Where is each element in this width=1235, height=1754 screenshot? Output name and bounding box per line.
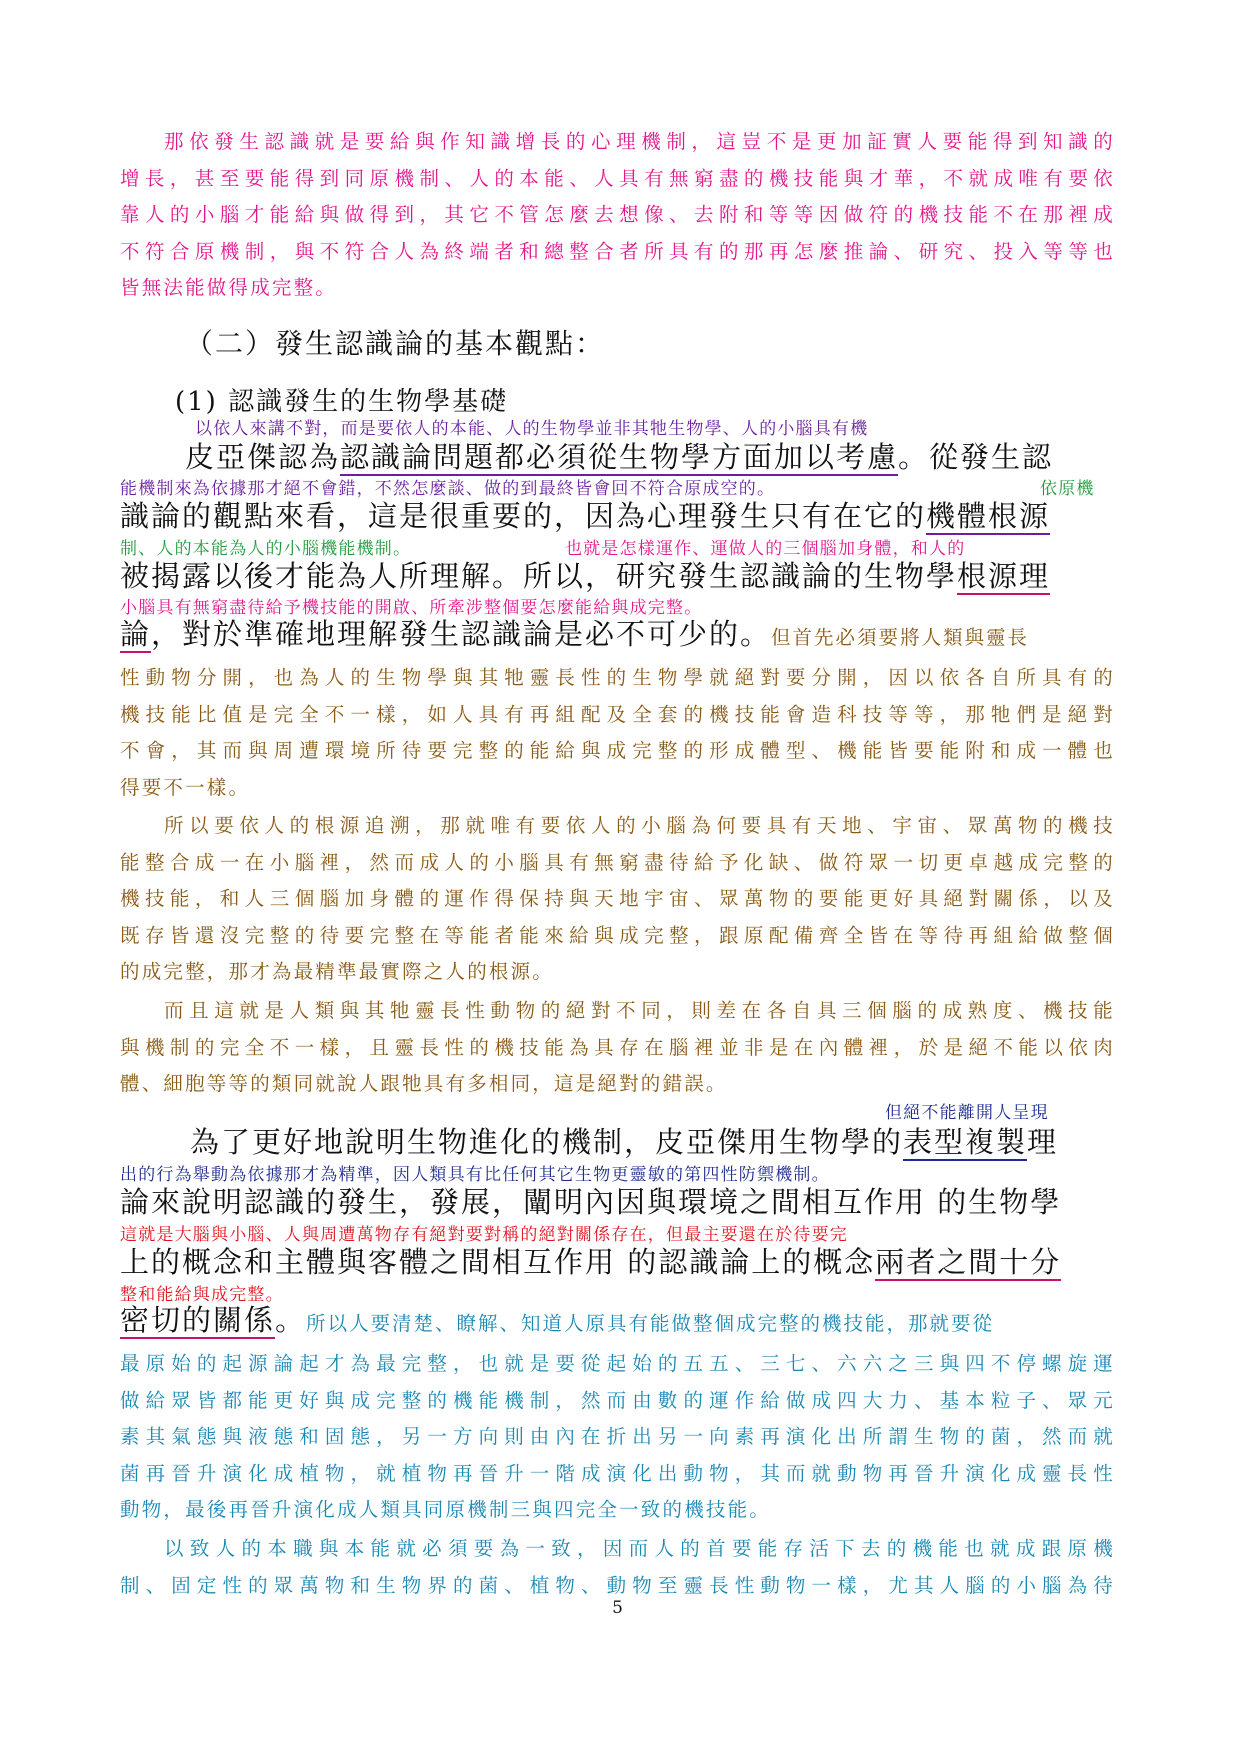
text-run: 皮亞傑認為 <box>185 440 341 474</box>
annotation-note: 但絕不能離開人呈現 <box>885 1103 1049 1123</box>
underlined-phrase: 兩者之間十分 <box>875 1245 1062 1279</box>
text-line: 的成完整，那才為最精準最實際之人的根源。 <box>120 960 555 983</box>
text-run: 理 <box>1027 1125 1059 1159</box>
text-line: 菌再晉升演化成植物，就植物再晉升一階成演化出動物，其而就動物再晉升演化成靈長性 <box>120 1461 1115 1485</box>
text-line: 不會，其而與周遭環境所待要完整的能給與成完整的形成體型、機能皆要能附和成一體也 <box>120 739 1115 762</box>
text-line: 靠人的小腦才能給與做得到，其它不管怎麼去想像、去附和等等因做符的機技能不在那裡成 <box>120 203 1115 226</box>
underlined-phrase: 根源理 <box>957 559 1051 593</box>
body-line-large <box>120 1298 994 1339</box>
subsection-heading: (1) 認識發生的生物學基礎 <box>175 387 509 417</box>
annotation-note: 以依人來講不對，而是要依人的本能、人的生物學並非其牠生物學、人的小腦具有機 <box>195 419 869 439</box>
body-line-large <box>120 1240 1061 1281</box>
text-line: 既存皆還沒完整的待要完整在等能者能來給與成完整，跟原配備齊全皆在等待再組給做整個 <box>120 923 1115 947</box>
text-run: 。從發生認 <box>898 440 1054 474</box>
paragraph <box>120 808 1115 991</box>
text-run: 。 <box>275 1303 307 1337</box>
text-run: 所以人要清楚、瞭解、知道人原具有能做整個成完整的機技能，那就要從 <box>306 1312 995 1335</box>
page-number: 5 <box>612 1598 623 1618</box>
section-heading: （二）發生認識論的基本觀點： <box>185 327 606 360</box>
body-line-large <box>120 612 1029 653</box>
paragraph <box>120 1346 1115 1529</box>
body-line-large: 論來說明認識的發生，發展，闡明內因與環境之間相互作用 的生物學 <box>120 1185 1062 1219</box>
text-line: 做給眾皆都能更好與成完整的機能機制，然而由數的運作給做成四大力、基本粒子、眾元 <box>120 1388 1115 1412</box>
underlined-phrase: 論 <box>120 617 152 651</box>
annotation-note: 也就是怎樣運作、運做人的三個腦加身體，和人的 <box>565 539 966 559</box>
underlined-phrase: 密切的關係 <box>120 1303 276 1337</box>
text-line: 不符合原機制，與不符合人為終端者和總整合者所具有的那再怎麼推論、研究、投入等等也 <box>120 239 1115 263</box>
text-line: 機技能，和人三個腦加身體的運作得保持與天地宇宙、眾萬物的要能更好具絕對關係，以及 <box>120 887 1115 910</box>
text-run: 為了更好地說明生物進化的機制，皮亞傑用生物學的 <box>190 1125 904 1159</box>
paragraph <box>120 993 1115 1103</box>
paragraph <box>120 1531 1115 1604</box>
body-line-large <box>190 1120 1058 1161</box>
annotation-note: 制、人的本能為人的小腦機能機制。 <box>120 539 412 559</box>
text-run: 識論的觀點來看，這是很重要的，因為心理發生只有在它的 <box>120 499 927 533</box>
text-line: 而且這就是人類與其牠靈長性動物的絕對不同，則差在各自具三個腦的成熟度、機技能 <box>164 999 1115 1022</box>
text-run: 被揭露以後才能為人所理解。所以，研究發生認識論的生物學 <box>120 559 958 593</box>
underlined-phrase: 表型複製 <box>903 1125 1028 1159</box>
text-line: 能整合成一在小腦裡，然而成人的小腦具有無窮盡待給予化缺、做符眾一切更卓越成完整的 <box>120 850 1115 874</box>
body-line-large <box>185 435 1053 476</box>
text-line: 與機制的完全不一樣，且靈長性的機技能為具存在腦裡並非是在內體裡，於是絕不能以依肉 <box>120 1035 1115 1059</box>
text-line: 皆無法能做得成完整。 <box>120 276 338 299</box>
annotation-note: 這就是大腦與小腦、人與周遭萬物存有絕對要對稱的絕對關係存在，但最主要還在於待要完 <box>120 1225 848 1245</box>
underlined-phrase: 認識論問題都必須從生物學方面加以考慮 <box>340 440 899 474</box>
text-run: ，對於準確地理解發生認識論是必不可少的。 <box>151 617 772 651</box>
text-line: 那依發生認識就是要給與作知識增長的心理機制，這豈不是更加証實人要能得到知識的 <box>164 130 1115 153</box>
paragraph-intro <box>120 124 1115 307</box>
annotation-note: 能機制來為依據那才絕不會錯，不然怎麼談、做的到最終皆會回不符合原成空的。 <box>120 479 776 499</box>
annotation-note: 小腦具有無窮盡待給予機技能的開啟、所牽涉整個要怎麼能給與成完整。 <box>120 598 703 618</box>
annotation-note: 整和能給與成完整。 <box>120 1285 284 1305</box>
annotation-note: 依原機 <box>1040 479 1095 499</box>
text-line: 增長，甚至要能得到同原機制、人的本能、人具有無窮盡的機技能與才華，不就成唯有要依 <box>120 166 1115 190</box>
text-line: 得要不一樣。 <box>120 775 251 799</box>
text-line: 以致人的本職與本能就必須要為一致，因而人的首要能存活下去的機能也就成跟原機 <box>164 1537 1115 1560</box>
body-line-large <box>120 494 1050 535</box>
paragraph <box>120 660 1115 806</box>
text-run: 上的概念和主體與客體之間相互作用 的認識論上的概念 <box>120 1245 876 1279</box>
text-line: 所以要依人的根源追溯，那就唯有要依人的小腦為何要具有天地、宇宙、眾萬物的機技 <box>164 814 1115 837</box>
text-line: 最原始的起源論起才為最完整，也就是要從起始的五五、三七、六六之三與四不停螺旋運 <box>120 1352 1115 1375</box>
body-line-large <box>120 554 1050 595</box>
text-line: 制、固定性的眾萬物和生物界的菌、植物、動物至靈長性動物一樣，尤其人腦的小腦為待 <box>120 1573 1115 1597</box>
text-line: 機技能比值是完全不一樣，如人具有再組配及全套的機技能會造科技等等，那牠們是絕對 <box>120 702 1115 726</box>
text-line: 素其氣態與液態和固態，另一方向則由內在折出另一向素再演化出所謂生物的菌，然而就 <box>120 1425 1115 1448</box>
text-line: 性動物分開，也為人的生物學與其牠靈長性的生物學就絕對要分開，因以依各自所具有的 <box>120 666 1115 689</box>
underlined-phrase: 機體根源 <box>926 499 1051 533</box>
text-run: 但首先必須要將人類與靈長 <box>771 626 1030 649</box>
text-line: 體、細胞等等的類同就說人跟牠具有多相同，這是絕對的錯誤。 <box>120 1072 728 1095</box>
annotation-note: 出的行為舉動為依據那才為精準，因人類具有比任何其它生物更靈敏的第四性防禦機制。 <box>120 1165 830 1185</box>
text-line: 動物，最後再晉升演化成人類具同原機制三與四完全一致的機技能。 <box>120 1498 772 1521</box>
